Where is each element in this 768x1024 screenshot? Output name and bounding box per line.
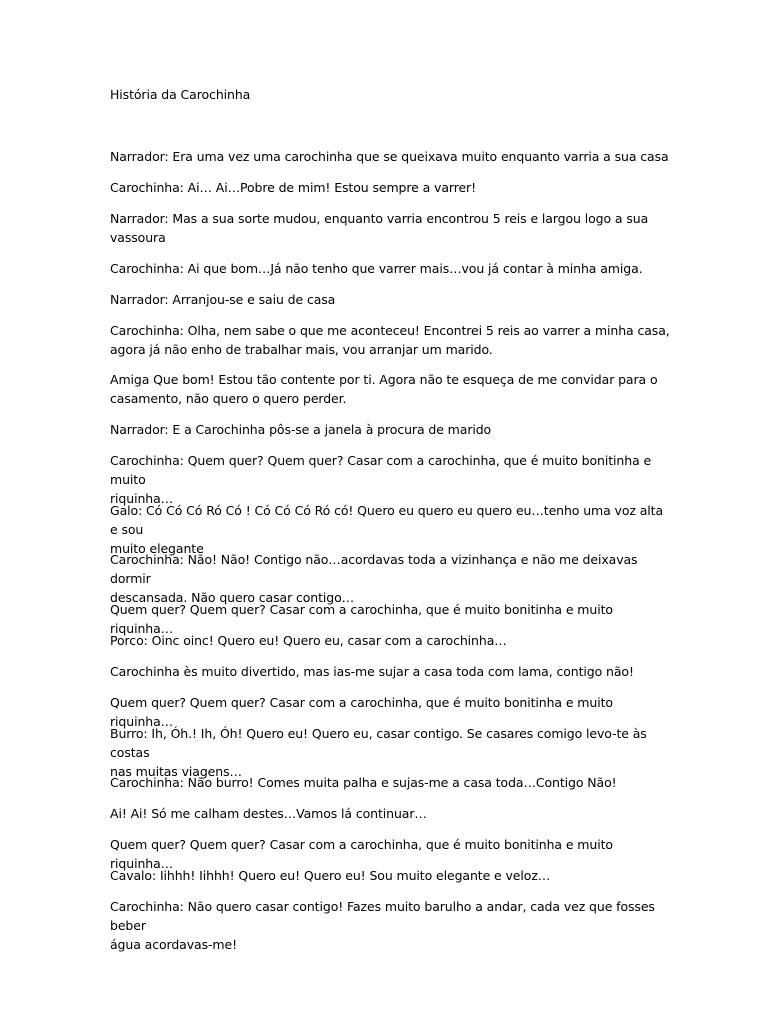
- paragraph: [110, 897, 670, 954]
- paragraph: [110, 370, 670, 408]
- text-line: Narrador: Arranjou-se e saiu de casa: [110, 292, 336, 307]
- text-line: Quem quer? Quem quer? Casar com a carochinha, que é muito bonitinha e muito riquinha…: [110, 695, 613, 729]
- paragraph: [110, 804, 670, 823]
- paragraph: [110, 773, 670, 792]
- text-line: Carochinha: Não! Não! Contigo não…acordavas toda a vizinhança e não me deixavas dormir: [110, 552, 638, 586]
- text-line: Carochinha: Quem quer? Quem quer? Casar com a carochinha, que é muito bonitinha e muito: [110, 453, 652, 487]
- text-line: riquinha…: [110, 491, 174, 506]
- text-line: Porco: Oinc oinc! Quero eu! Quero eu, casar com a carochinha…: [110, 633, 507, 648]
- paragraph: [110, 550, 670, 607]
- text-line: Narrador: E a Carochinha pôs-se a janela à procura de marido: [110, 422, 492, 437]
- text-line: Carochinha: Não quero casar contigo! Fazes muito barulho a andar, cada vez que fosses beber: [110, 899, 655, 933]
- paragraph: [110, 420, 670, 439]
- text-line: muito elegante: [110, 541, 204, 556]
- text-line: Carochinha ès muito divertido, mas ias-me sujar a casa toda com lama, contigo não!: [110, 664, 634, 679]
- text-line: água acordavas-me!: [110, 937, 238, 952]
- text-line: Burro: Ih, Óh.! Ih, Óh! Quero eu! Quero eu, casar contigo. Se casares comigo levo-te às costas: [110, 726, 647, 760]
- text-line: Ai! Ai! Só me calham destes…Vamos lá continuar…: [110, 806, 427, 821]
- paragraph: [110, 178, 670, 197]
- text-line: Carochinha: Olha, nem sabe o que me aconteceu! Encontrei 5 reis ao varrer a minha casa,: [110, 323, 670, 338]
- text-line: Cavalo: Iihhh! Iihhh! Quero eu! Quero eu! Sou muito elegante e veloz…: [110, 868, 551, 883]
- paragraph: [110, 147, 670, 166]
- text-line: Carochinha: Ai que bom…Já não tenho que varrer mais…vou já contar à minha amiga.: [110, 261, 643, 276]
- paragraph: [110, 631, 670, 650]
- text-line: Narrador: Mas a sua sorte mudou, enquanto varria encontrou 5 reis e largou logo a sua: [110, 211, 649, 226]
- text-line: Narrador: Era uma vez uma carochinha que se queixava muito enquanto varria a sua casa: [110, 149, 669, 164]
- paragraph: [110, 209, 670, 247]
- paragraph: [110, 259, 670, 278]
- text-line: Carochinha: Não burro! Comes muita palha e sujas-me a casa toda…Contigo Não!: [110, 775, 617, 790]
- text-line: agora já não enho de trabalhar mais, vou arranjar um marido.: [110, 342, 493, 357]
- paragraph: [110, 866, 670, 885]
- paragraph: [110, 662, 670, 681]
- text-line: casamento, não quero o quero perder.: [110, 391, 347, 406]
- text-line: nas muitas viagens…: [110, 764, 242, 779]
- document-title: História da Carochinha: [110, 87, 251, 102]
- text-line: Amiga Que bom! Estou tão contente por ti. Agora não te esqueça de me convidar para o: [110, 372, 658, 387]
- paragraph: [110, 451, 670, 508]
- paragraph: [110, 290, 670, 309]
- text-line: Carochinha: Ai… Ai…Pobre de mim! Estou sempre a varrer!: [110, 180, 477, 195]
- text-line: Quem quer? Quem quer? Casar com a carochinha, que é muito bonitinha e muito riquinha…: [110, 837, 613, 871]
- text-line: Quem quer? Quem quer? Casar com a carochinha, que é muito bonitinha e muito riquinha…: [110, 602, 613, 636]
- text-line: descansada. Não quero casar contigo…: [110, 590, 355, 605]
- text-line: vassoura: [110, 230, 166, 245]
- text-line: Galo: Có Có Có Ró Có ! Có Có Có Ró có! Quero eu quero eu quero eu…tenho uma voz alta e sou: [110, 503, 664, 537]
- paragraph: [110, 321, 670, 359]
